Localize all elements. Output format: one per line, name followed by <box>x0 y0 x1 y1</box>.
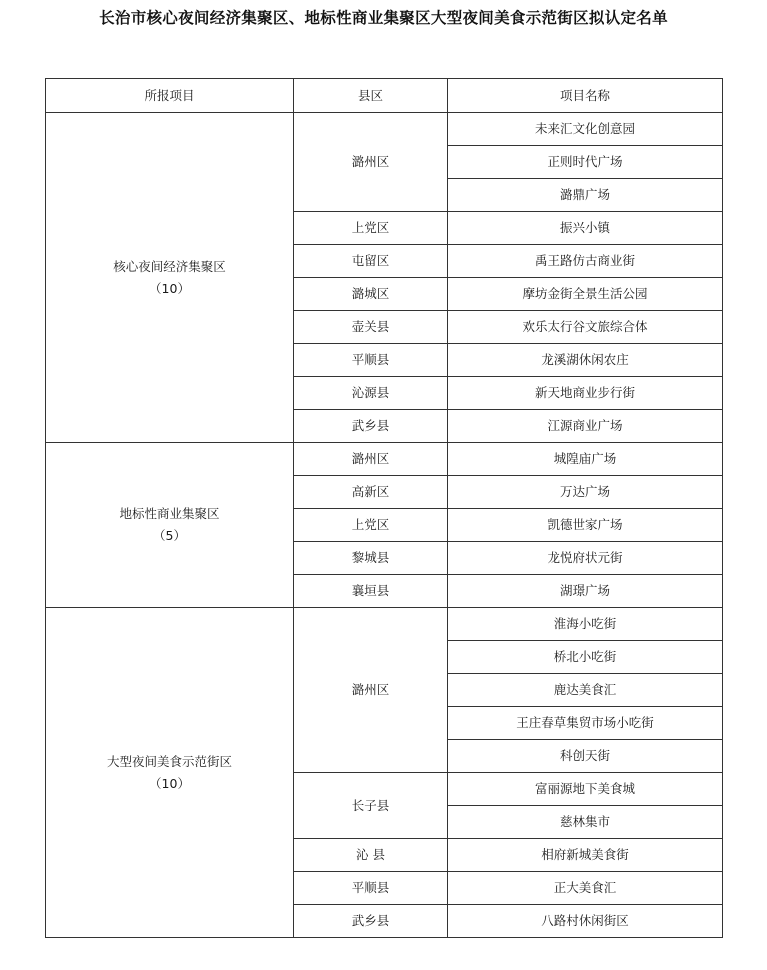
project-name-cell: 王庄春草集贸市场小吃街 <box>448 707 723 740</box>
table-row <box>46 443 723 476</box>
table-header-row <box>46 79 723 113</box>
table-row <box>46 608 723 641</box>
project-name-cell: 禹王路仿古商业街 <box>448 245 723 278</box>
category-count: （5） <box>153 528 186 543</box>
category-count: （10） <box>149 775 190 791</box>
nomination-table <box>45 78 723 938</box>
header-category: 所报项目 <box>46 79 294 113</box>
district-cell: 沁 县 <box>294 839 448 872</box>
district-cell: 平顺县 <box>294 344 448 377</box>
project-name-cell: 振兴小镇 <box>448 212 723 245</box>
header-district: 县区 <box>294 79 448 113</box>
category-count: （10） <box>149 280 190 296</box>
page-title: 长治市核心夜间经济集聚区、地标性商业集聚区大型夜间美食示范街区拟认定名单 <box>99 9 668 27</box>
project-name-cell: 欢乐太行谷文旅综合体 <box>448 311 723 344</box>
project-name-cell: 正则时代广场 <box>448 146 723 179</box>
district-cell: 潞州区 <box>294 608 448 773</box>
project-name-cell: 江源商业广场 <box>448 410 723 443</box>
district-cell: 潞州区 <box>294 443 448 476</box>
district-cell: 屯留区 <box>294 245 448 278</box>
project-name-cell: 淮海小吃街 <box>448 608 723 641</box>
category-cell <box>46 443 294 608</box>
district-cell: 襄垣县 <box>294 575 448 608</box>
district-cell: 沁源县 <box>294 377 448 410</box>
project-name-cell: 慈林集市 <box>448 806 723 839</box>
project-name-cell: 龙悦府状元街 <box>448 542 723 575</box>
category-name: 核心夜间经济集聚区 <box>113 258 226 274</box>
project-name-cell: 凯德世家广场 <box>448 509 723 542</box>
category-cell <box>46 113 294 443</box>
project-name-cell: 科创天街 <box>448 740 723 773</box>
district-cell: 上党区 <box>294 509 448 542</box>
project-name-cell: 桥北小吃街 <box>448 641 723 674</box>
project-name-cell: 相府新城美食街 <box>448 839 723 872</box>
district-cell: 武乡县 <box>294 905 448 938</box>
district-cell: 壶关县 <box>294 311 448 344</box>
project-name-cell: 未来汇文化创意园 <box>448 113 723 146</box>
category-name: 大型夜间美食示范街区 <box>106 753 232 769</box>
category-name: 地标性商业集聚区 <box>119 506 220 521</box>
header-project-name: 项目名称 <box>448 79 723 113</box>
project-name-cell: 城隍庙广场 <box>448 443 723 476</box>
project-name-cell: 八路村休闲街区 <box>448 905 723 938</box>
project-name-cell: 富丽源地下美食城 <box>448 773 723 806</box>
district-cell: 黎城县 <box>294 542 448 575</box>
project-name-cell: 正大美食汇 <box>448 872 723 905</box>
table-body <box>46 113 723 938</box>
district-cell: 长子县 <box>294 773 448 839</box>
project-name-cell: 摩坊金街全景生活公园 <box>448 278 723 311</box>
table-row <box>46 113 723 146</box>
project-name-cell: 鹿达美食汇 <box>448 674 723 707</box>
project-name-cell: 潞鼎广场 <box>448 179 723 212</box>
district-cell: 高新区 <box>294 476 448 509</box>
district-cell: 潞城区 <box>294 278 448 311</box>
project-name-cell: 万达广场 <box>448 476 723 509</box>
project-name-cell: 龙溪湖休闲农庄 <box>448 344 723 377</box>
project-name-cell: 湖璟广场 <box>448 575 723 608</box>
district-cell: 上党区 <box>294 212 448 245</box>
category-cell <box>46 608 294 938</box>
project-name-cell: 新天地商业步行街 <box>448 377 723 410</box>
district-cell: 武乡县 <box>294 410 448 443</box>
district-cell: 平顺县 <box>294 872 448 905</box>
district-cell: 潞州区 <box>294 113 448 212</box>
